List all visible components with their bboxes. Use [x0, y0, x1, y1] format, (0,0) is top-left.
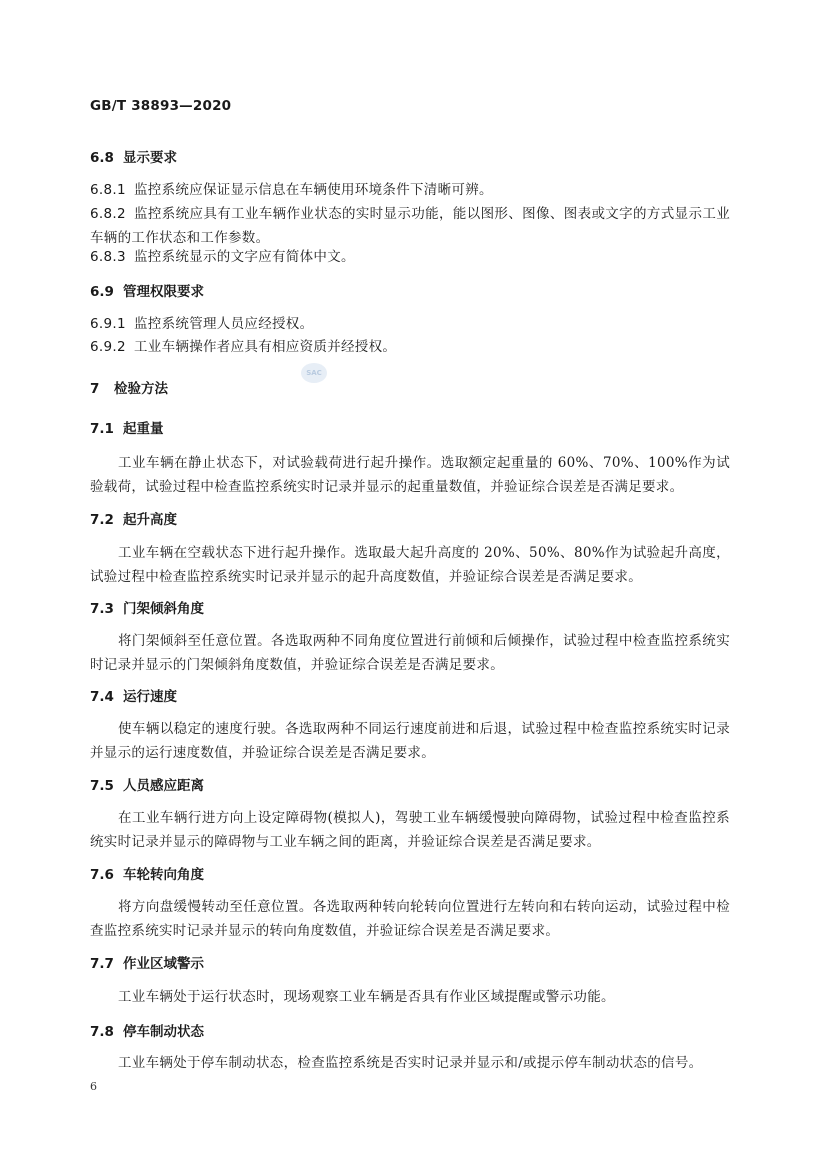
section-number: 7.1: [90, 421, 114, 437]
section-7-2-text: 工业车辆在空载状态下进行起升操作。选取最大起升高度的 20%、50%、80%作为试验起升高度，试验过程中检查监控系统实时记录并显示的起升高度数值，并验证综合误差是否满足要求。: [90, 545, 730, 585]
section-title: 运行速度: [123, 689, 177, 705]
clause-number: 6.9.2: [90, 339, 126, 355]
clause-text: 监控系统管理人员应经授权。: [134, 316, 314, 332]
clause-number: 6.8.1: [90, 182, 126, 198]
section-number: 7.2: [90, 512, 114, 528]
section-7-5-text: 在工业车辆行进方向上设定障碍物(模拟人)，驾驶工业车辆缓慢驶向障碍物，试验过程中检查监控系统实时记录并显示的障碍物与工业车辆之间的距离，并验证综合误差是否满足要求。: [90, 810, 730, 850]
section-number: 6.8: [90, 150, 114, 166]
section-number: 7.7: [90, 956, 114, 972]
clause-text: 监控系统显示的文字应有简体中文。: [134, 249, 355, 265]
section-title: 管理权限要求: [123, 284, 204, 300]
clause-text: 监控系统应具有工业车辆作业状态的实时显示功能，能以图形、图像、图表或文字的方式显示工业车辆的工作状态和工作参数。: [90, 206, 730, 246]
section-number: 7.6: [90, 867, 114, 883]
clause-6-8-2: [90, 202, 730, 250]
section-7-4-text: 使车辆以稳定的速度行驶。各选取两种不同运行速度前进和后退，试验过程中检查监控系统实时记录并显示的运行速度数值，并验证综合误差是否满足要求。: [90, 721, 730, 761]
clause-text: 工业车辆操作者应具有相应资质并经授权。: [134, 339, 397, 355]
section-7-5-heading: [90, 774, 730, 798]
section-7-6-text: 将方向盘缓慢转动至任意位置。各选取两种转向轮转向位置进行左转向和右转向运动，试验过程中检查监控系统实时记录并显示的转向角度数值，并验证综合误差是否满足要求。: [90, 899, 730, 939]
section-7-6-heading: [90, 863, 730, 887]
clause-text: 监控系统应保证显示信息在车辆使用环境条件下清晰可辨。: [134, 182, 493, 198]
section-number: 6.9: [90, 284, 114, 300]
section-title: 作业区域警示: [123, 956, 204, 972]
clause-6-8-3: [90, 245, 730, 269]
section-number: 7.3: [90, 601, 114, 617]
section-title: 人员感应距离: [123, 778, 204, 794]
section-number: 7.4: [90, 689, 114, 705]
section-number: 7.8: [90, 1024, 114, 1040]
clause-number: 6.8.3: [90, 249, 126, 265]
section-7-4-heading: [90, 685, 730, 709]
section-title: 车轮转向角度: [123, 867, 204, 883]
section-7-2-heading: [90, 508, 730, 532]
clause-number: 6.8.2: [90, 206, 126, 222]
section-title: 停车制动状态: [123, 1024, 204, 1040]
section-6-9-heading: [90, 280, 730, 304]
section-7-8-heading: [90, 1020, 730, 1044]
section-6-8-heading: [90, 146, 730, 170]
section-7-1-text: 工业车辆在静止状态下，对试验载荷进行起升操作。选取额定起重量的 60%、70%、100%作为试验载荷，试验过程中检查监控系统实时记录并显示的起重量数值，并验证综合误差是否满足要求。: [90, 455, 730, 495]
clause-6-9-1: [90, 312, 730, 336]
section-7-8-text: 工业车辆处于停车制动状态，检查监控系统是否实时记录并显示和/或提示停车制动状态的信号。: [118, 1055, 703, 1071]
section-7-3-heading: [90, 597, 730, 621]
section-title: 显示要求: [123, 150, 177, 166]
clause-6-8-1: [90, 178, 730, 202]
chapter-title: 检验方法: [114, 381, 168, 397]
section-7-7-heading: [90, 952, 730, 976]
section-7-3-text: 将门架倾斜至任意位置。各选取两种不同角度位置进行前倾和后倾操作，试验过程中检查监控系统实时记录并显示的门架倾斜角度数值，并验证综合误差是否满足要求。: [90, 633, 730, 673]
sac-watermark-logo: SAC: [301, 363, 327, 383]
clause-6-9-2: [90, 335, 730, 359]
chapter-7-heading: [90, 377, 730, 401]
section-title: 门架倾斜角度: [123, 601, 204, 617]
page-number: 6: [90, 1080, 97, 1093]
standard-code-header: GB/T 38893—2020: [90, 98, 232, 114]
section-7-7-text: 工业车辆处于运行状态时，现场观察工业车辆是否具有作业区域提醒或警示功能。: [118, 989, 615, 1005]
section-title: 起重量: [123, 421, 164, 437]
chapter-number: 7: [90, 381, 100, 397]
section-title: 起升高度: [123, 512, 177, 528]
section-number: 7.5: [90, 778, 114, 794]
clause-number: 6.9.1: [90, 316, 126, 332]
section-7-1-heading: [90, 417, 730, 441]
